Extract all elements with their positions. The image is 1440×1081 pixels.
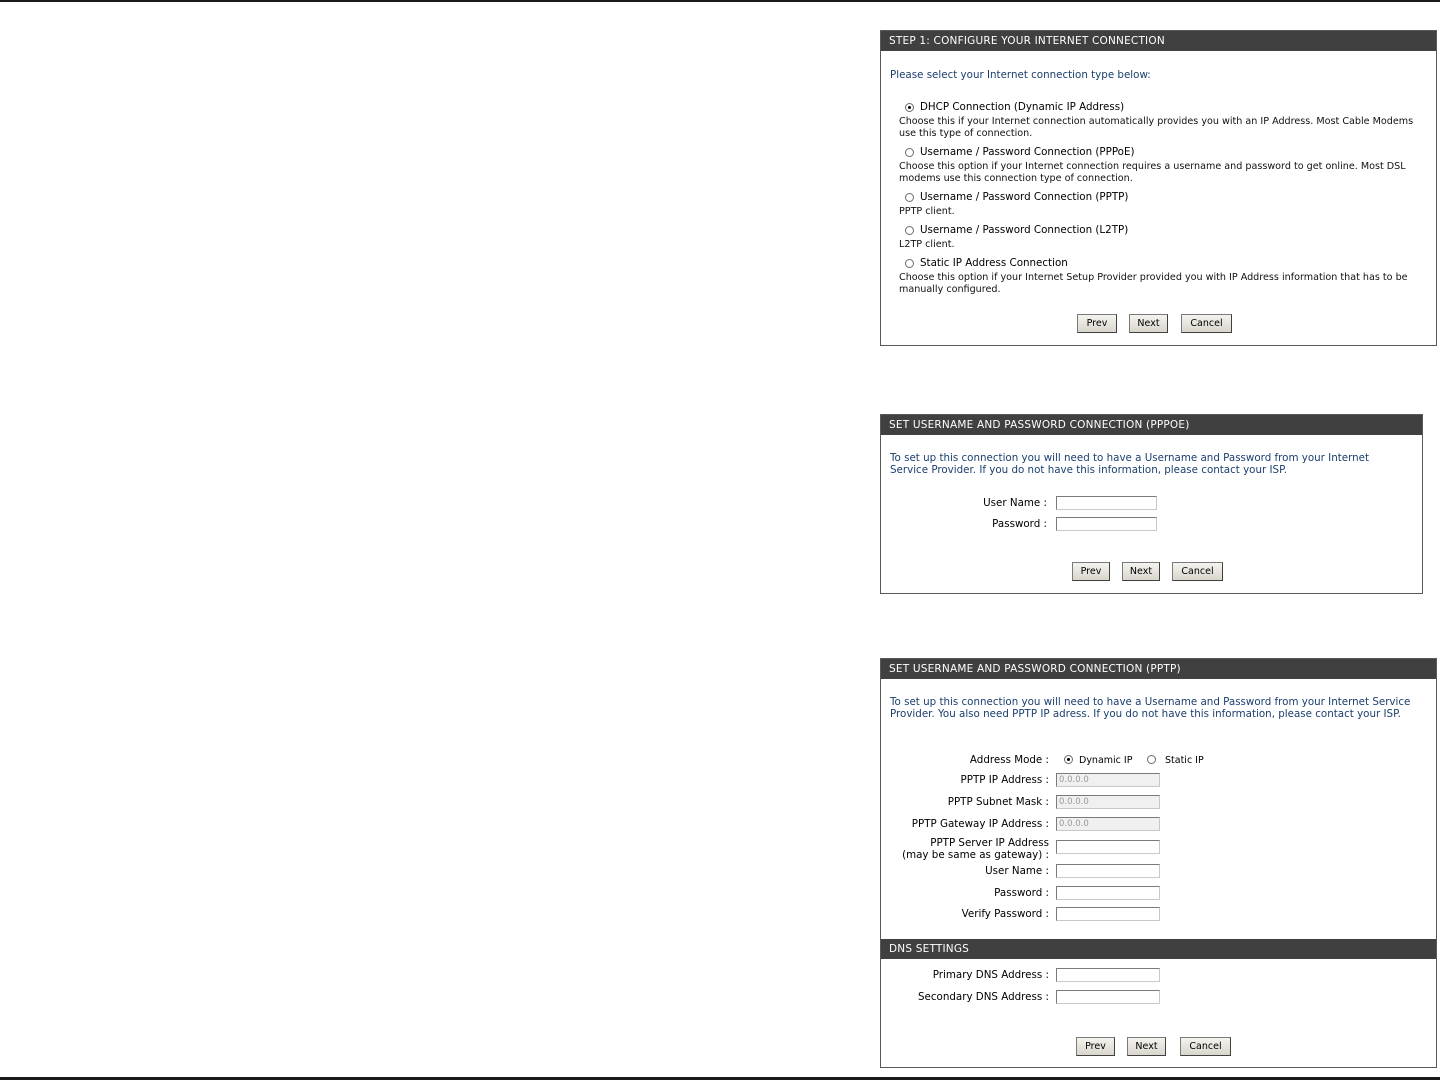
pptp-server-label-line1: PPTP Server IP Address: [930, 837, 1049, 849]
pppoe-radio[interactable]: [905, 148, 914, 157]
dynamic-ip-radio[interactable]: [1064, 755, 1073, 764]
pptp-password-label: Password :: [994, 887, 1049, 899]
pppoe-panel: [880, 414, 1423, 594]
pptp-username-input[interactable]: [1056, 864, 1160, 878]
pptp-verify-input[interactable]: [1056, 907, 1160, 921]
pppoe-option-desc: Choose this option if your Internet connection requires a username and password to get online. Most DSL modems use this connection type of connection.: [899, 161, 1406, 184]
step1-panel: [880, 30, 1437, 346]
pppoe-username-label: User Name :: [983, 497, 1047, 509]
pptp-ip-input[interactable]: [1056, 773, 1160, 787]
pppoe-option-title: Username / Password Connection (PPPoE): [920, 146, 1135, 158]
pptp-server-label: [902, 837, 1049, 861]
pppoe-next-button[interactable]: Next: [1122, 562, 1160, 581]
step1-header: STEP 1: CONFIGURE YOUR INTERNET CONNECTION: [881, 31, 1436, 51]
l2tp-option-desc: L2TP client.: [899, 239, 955, 250]
pptp-option-title: Username / Password Connection (PPTP): [920, 191, 1129, 203]
bottom-rule: [0, 1077, 1440, 1080]
pptp-mask-input[interactable]: [1056, 795, 1160, 809]
pptp-ip-label: PPTP IP Address :: [960, 774, 1049, 786]
pptp-prev-button[interactable]: Prev: [1076, 1037, 1115, 1056]
pptp-panel: [880, 658, 1437, 1068]
pptp-intro: To set up this connection you will need to have a Username and Password from your Internet Service Provider. You also need PPTP IP adress. If you do not have this information, please contact your ISP.: [890, 696, 1411, 720]
step1-next-button[interactable]: Next: [1129, 314, 1168, 333]
pptp-cancel-button[interactable]: Cancel: [1180, 1037, 1231, 1056]
static-ip-option-title: Static IP Address Connection: [920, 257, 1068, 269]
pptp-server-label-line2: (may be same as gateway) :: [902, 849, 1049, 861]
l2tp-option-title: Username / Password Connection (L2TP): [920, 224, 1129, 236]
pptp-radio[interactable]: [905, 193, 914, 202]
dhcp-radio[interactable]: [905, 103, 914, 112]
secondary-dns-input[interactable]: [1056, 990, 1160, 1004]
pppoe-prev-button[interactable]: Prev: [1072, 562, 1110, 581]
static-ip-option-desc: Choose this option if your Internet Setup Provider provided you with IP Address information that has to be manually configured.: [899, 272, 1408, 295]
dhcp-option-desc: Choose this if your Internet connection automatically provides you with an IP Address. Most Cable Modems use this type of connection.: [899, 116, 1414, 139]
pptp-server-input[interactable]: [1056, 840, 1160, 854]
dhcp-option-title: DHCP Connection (Dynamic IP Address): [920, 101, 1125, 113]
pptp-gateway-label: PPTP Gateway IP Address :: [911, 818, 1049, 830]
pptp-mask-label: PPTP Subnet Mask :: [947, 796, 1049, 808]
pptp-username-label: User Name :: [985, 865, 1049, 877]
dns-settings-header: DNS SETTINGS: [881, 939, 1436, 959]
secondary-dns-label: Secondary DNS Address :: [918, 991, 1049, 1003]
primary-dns-label: Primary DNS Address :: [932, 969, 1049, 981]
pptp-option-desc: PPTP client.: [899, 206, 955, 217]
pppoe-password-input[interactable]: [1056, 517, 1157, 531]
pppoe-cancel-button[interactable]: Cancel: [1172, 562, 1223, 581]
pptp-header: SET USERNAME AND PASSWORD CONNECTION (PPTP): [881, 659, 1436, 679]
static-ip-label: Static IP: [1165, 755, 1204, 766]
step1-cancel-button[interactable]: Cancel: [1181, 314, 1232, 333]
address-mode-label: Address Mode :: [969, 754, 1049, 766]
dynamic-ip-label: Dynamic IP: [1079, 755, 1133, 766]
pptp-verify-label: Verify Password :: [961, 908, 1049, 920]
pppoe-username-input[interactable]: [1056, 496, 1157, 510]
top-rule: [0, 0, 1440, 2]
primary-dns-input[interactable]: [1056, 968, 1160, 982]
static-ip-mode-radio[interactable]: [1147, 755, 1156, 764]
pptp-gateway-input[interactable]: [1056, 817, 1160, 831]
pppoe-password-label: Password :: [992, 518, 1047, 530]
l2tp-radio[interactable]: [905, 226, 914, 235]
pptp-password-input[interactable]: [1056, 886, 1160, 900]
pptp-next-button[interactable]: Next: [1127, 1037, 1166, 1056]
pppoe-intro: To set up this connection you will need to have a Username and Password from your Internet Service Provider. If you do not have this information, please contact your ISP.: [890, 452, 1370, 476]
pppoe-header: SET USERNAME AND PASSWORD CONNECTION (PPPOE): [881, 415, 1422, 435]
step1-intro: Please select your Internet connection type below:: [890, 69, 1151, 81]
step1-prev-button[interactable]: Prev: [1077, 314, 1117, 333]
static-ip-radio[interactable]: [905, 259, 914, 268]
